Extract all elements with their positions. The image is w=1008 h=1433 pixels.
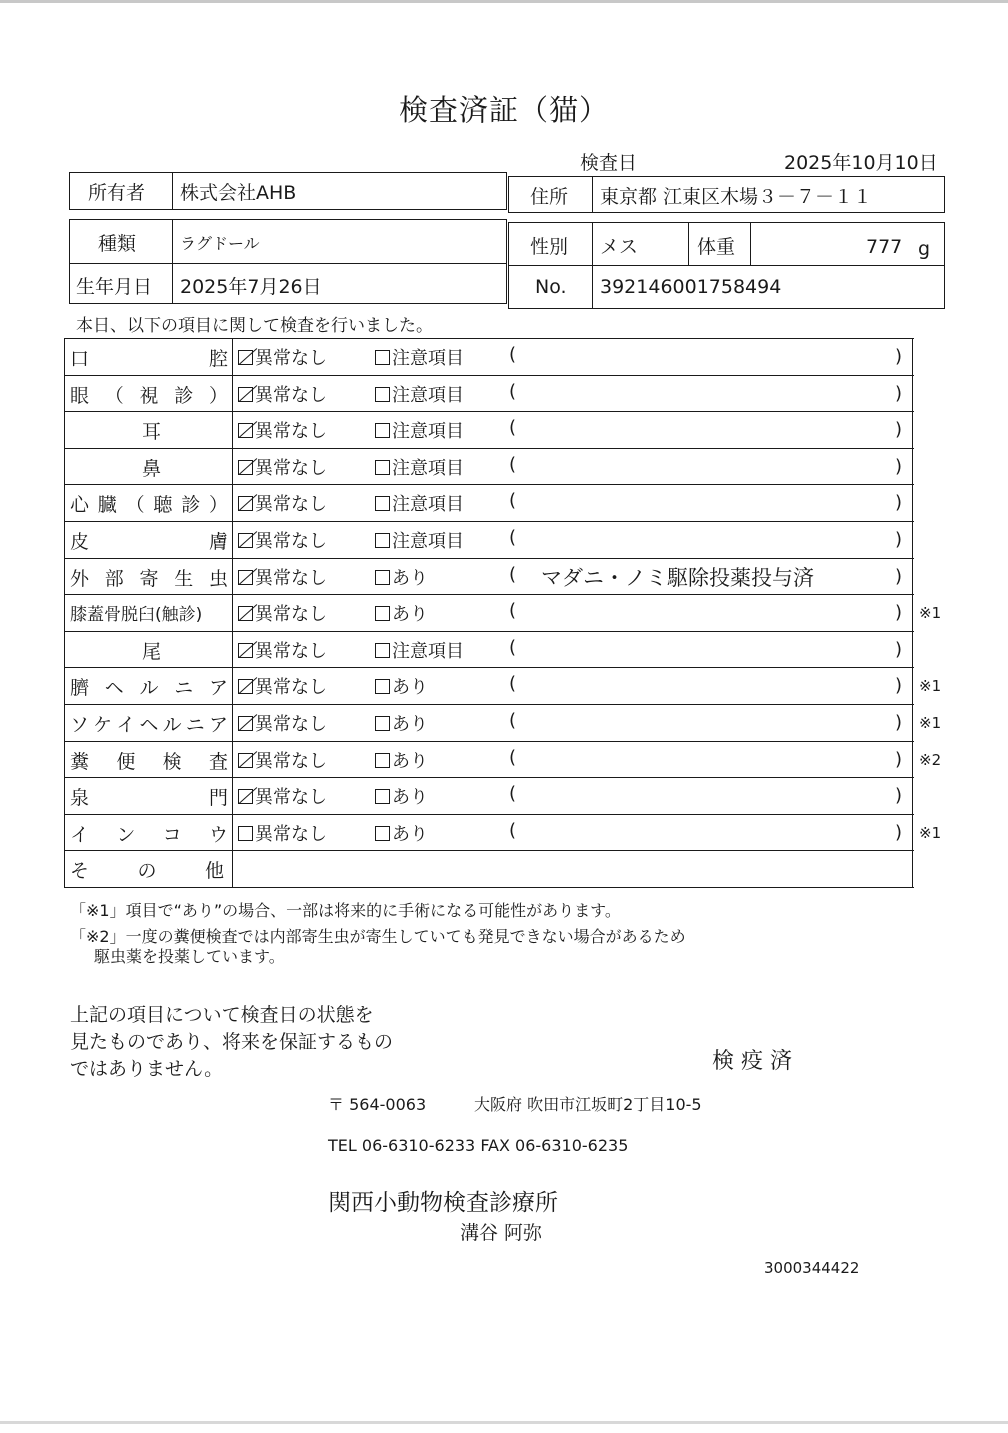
- sex-value: メス: [600, 236, 639, 258]
- footnote-2-continued: 駆虫薬を投薬しています。: [94, 947, 285, 966]
- check-box-icon[interactable]: [375, 789, 390, 804]
- option-attention-label: 注意項目: [392, 494, 464, 516]
- attention-checkbox: [375, 344, 464, 370]
- open-paren: (: [509, 783, 517, 805]
- table-right-border: [912, 484, 913, 521]
- table-row-line: [64, 411, 914, 412]
- table-row-line: [64, 338, 914, 339]
- no-abnormality-checkbox: [238, 527, 327, 553]
- close-paren: ): [895, 748, 903, 770]
- option-attention-label: 注意項目: [392, 640, 464, 662]
- close-paren: ): [895, 419, 903, 441]
- address-label: 住所: [530, 186, 569, 208]
- option-attention-label: 注意項目: [392, 531, 464, 552]
- statement-line-1: 上記の項目について検査日の状態を: [70, 1004, 374, 1026]
- option-attention-label: 注意項目: [392, 457, 464, 479]
- option-attention-label: 注意項目: [392, 384, 464, 406]
- attention-checkbox: [375, 417, 464, 443]
- option-attention-label: 注意項目: [392, 421, 464, 443]
- scan-top-edge: [0, 0, 1008, 3]
- doctor-name: 溝谷 阿弥: [460, 1222, 543, 1244]
- table-right-border: [912, 338, 913, 375]
- intro-text: 本日、以下の項目に関して検査を行いました。: [76, 316, 433, 336]
- attention-checkbox: [375, 820, 428, 846]
- tel-fax: TEL 06-6310-6233 FAX 06-6310-6235: [328, 1136, 629, 1155]
- check-box-icon[interactable]: [238, 496, 253, 511]
- attention-checkbox: [375, 564, 428, 590]
- row-label: 心 臓 （ 聴 診 ）: [70, 494, 228, 517]
- attention-checkbox: [375, 381, 464, 407]
- microchip-number: 392146001758494: [600, 276, 782, 298]
- option-attention-label: あり: [392, 677, 428, 699]
- weight-value: 777: [866, 236, 903, 258]
- breed-birth-divider: [172, 219, 173, 304]
- attention-checkbox: [375, 783, 428, 809]
- table-col-divider: [232, 338, 233, 375]
- open-paren: (: [509, 527, 517, 548]
- table-left-border: [64, 667, 65, 704]
- check-box-icon[interactable]: [375, 423, 390, 438]
- footnote-1: 「※1」項目で“あり”の場合、一部は将来的に手術になる可能性があります。: [70, 901, 621, 920]
- option-normal-label: 異常なし: [255, 567, 327, 589]
- row-label: ソ ケ イ ヘ ル ニ ア: [70, 714, 228, 736]
- row-label: 鼻: [142, 457, 162, 480]
- check-box-icon[interactable]: [375, 350, 390, 365]
- table-col-divider: [232, 521, 233, 558]
- birth-value: 2025年7月26日: [180, 276, 322, 298]
- check-box-icon[interactable]: [375, 753, 390, 768]
- table-right-border: [912, 631, 913, 668]
- table-row-line: [64, 704, 914, 705]
- open-paren: (: [509, 746, 517, 768]
- close-paren: ): [895, 455, 903, 477]
- table-row-line: [64, 814, 914, 815]
- table-left-border: [64, 704, 65, 741]
- table-col-divider: [232, 411, 233, 448]
- footnote-mark: ※1: [919, 677, 942, 696]
- document-title: 検査済証（猫）: [398, 93, 609, 127]
- close-paren: ): [895, 382, 903, 404]
- check-box-icon[interactable]: [375, 533, 390, 548]
- table-right-border: [912, 704, 913, 741]
- row-label: 眼 （ 視 診 ）: [70, 384, 228, 407]
- open-paren: (: [509, 417, 517, 439]
- close-paren: ): [895, 638, 903, 660]
- table-col-divider: [232, 558, 233, 595]
- row-label: 皮 膚: [70, 531, 228, 553]
- no-abnormality-checkbox: [238, 783, 327, 809]
- table-right-border: [912, 741, 913, 778]
- sex-no-split: [508, 265, 945, 266]
- table-right-border: [912, 411, 913, 448]
- check-box-icon[interactable]: [375, 643, 390, 658]
- close-paren: ): [895, 675, 903, 697]
- option-attention-label: 注意項目: [392, 348, 464, 369]
- table-right-border: [912, 448, 913, 485]
- check-box-icon[interactable]: [238, 679, 253, 694]
- no-abnormality-checkbox: [238, 344, 327, 370]
- footnote-mark: ※1: [919, 823, 942, 842]
- table-row-line: [64, 667, 914, 668]
- breed-birth-split: [69, 263, 507, 264]
- table-row-line: [64, 521, 914, 522]
- owner-value: 株式会社AHB: [180, 182, 297, 204]
- table-left-border: [64, 411, 65, 448]
- check-box-icon[interactable]: [375, 716, 390, 731]
- check-box-icon[interactable]: [375, 679, 390, 694]
- row-label: 糞 便 検 査: [70, 750, 228, 773]
- sex-no-divider: [592, 222, 593, 309]
- birth-label: 生年月日: [76, 276, 153, 298]
- no-abnormality-checkbox: [238, 673, 327, 699]
- check-box-icon[interactable]: [238, 533, 253, 548]
- table-col-divider: [232, 594, 233, 631]
- close-paren: ): [895, 785, 903, 807]
- no-abnormality-checkbox: [238, 747, 327, 773]
- option-normal-label: 異常なし: [255, 494, 327, 516]
- attention-checkbox: [375, 600, 428, 626]
- open-paren: (: [509, 819, 517, 841]
- no-abnormality-checkbox: [238, 710, 327, 736]
- table-row-line: [64, 484, 914, 485]
- no-abnormality-checkbox: [238, 820, 327, 846]
- table-left-border: [64, 631, 65, 668]
- table-col-divider: [232, 484, 233, 521]
- no-label: No.: [535, 276, 567, 298]
- breed-value: ラグドール: [180, 234, 260, 253]
- table-left-border: [64, 594, 65, 631]
- check-box-icon[interactable]: [375, 460, 390, 475]
- footnote-mark: ※1: [919, 604, 942, 623]
- open-paren: (: [509, 636, 517, 658]
- no-abnormality-checkbox: [238, 454, 327, 480]
- open-paren: (: [509, 600, 517, 622]
- option-attention-label: あり: [392, 567, 428, 589]
- row-label: 耳: [142, 421, 162, 444]
- row-label: 外 部 寄 生 虫: [70, 567, 228, 590]
- table-row-line: [64, 631, 914, 632]
- table-left-border: [64, 484, 65, 521]
- row-label: イ ン コ ウ: [70, 823, 228, 846]
- option-normal-label: 異常なし: [255, 823, 327, 845]
- table-row-line: [64, 448, 914, 449]
- close-paren: ): [895, 712, 903, 733]
- option-normal-label: 異常なし: [255, 787, 327, 809]
- close-paren: ): [895, 346, 903, 367]
- row-label: 膝蓋骨脱臼(触診): [70, 605, 203, 626]
- option-normal-label: 異常なし: [255, 348, 327, 369]
- other-label: そ の 他: [70, 860, 224, 883]
- check-box-icon[interactable]: [238, 570, 253, 585]
- table-left-border: [64, 741, 65, 778]
- table-left-border: [64, 521, 65, 558]
- table-row-line: [64, 741, 914, 742]
- breed-label: 種類: [98, 233, 137, 255]
- table-left-border: [64, 777, 65, 814]
- clinic-address: 大阪府 吹田市江坂町2丁目10-5: [474, 1095, 702, 1114]
- scan-bottom-edge: [0, 1421, 1008, 1424]
- table-left-border: [64, 338, 65, 375]
- no-abnormality-checkbox: [238, 490, 327, 516]
- table-row-line: [64, 594, 914, 595]
- check-box-icon[interactable]: [375, 606, 390, 621]
- check-box-icon[interactable]: [238, 753, 253, 768]
- attention-checkbox: [375, 527, 464, 553]
- quarantine-stamp: 検 疫 済: [712, 1049, 792, 1074]
- address-value: 東京都 江東区木場３－７－１１: [600, 186, 873, 208]
- table-right-border: [912, 594, 913, 631]
- exam-date: 2025年10月10日: [784, 152, 938, 174]
- option-attention-label: あり: [392, 714, 428, 735]
- close-paren: ): [895, 492, 903, 514]
- close-paren: ): [895, 565, 903, 587]
- check-box-icon[interactable]: [375, 570, 390, 585]
- weight-unit: g: [918, 238, 931, 260]
- check-box-icon[interactable]: [375, 826, 390, 841]
- table-left-border: [64, 448, 65, 485]
- check-box-icon[interactable]: [238, 643, 253, 658]
- option-normal-label: 異常なし: [255, 677, 327, 699]
- row-label: 口 腔: [70, 348, 228, 370]
- table-left-border: [64, 558, 65, 595]
- table-col-divider: [232, 814, 233, 851]
- no-abnormality-checkbox: [238, 637, 327, 663]
- no-abnormality-checkbox: [238, 417, 327, 443]
- option-normal-label: 異常なし: [255, 384, 327, 406]
- option-attention-label: あり: [392, 823, 428, 845]
- row-note: マダニ・ノミ駆除投薬投与済: [541, 565, 814, 590]
- footnote-mark: ※1: [919, 714, 942, 732]
- option-normal-label: 異常なし: [255, 604, 327, 626]
- footnote-2: 「※2」一度の糞便検査では内部寄生虫が寄生していても発見できない場合があるため: [70, 927, 686, 946]
- weight-divider-right: [750, 222, 751, 265]
- close-paren: ): [895, 602, 903, 624]
- table-row-line: [64, 375, 914, 376]
- table-col-divider: [232, 448, 233, 485]
- table-right-border: [912, 814, 913, 851]
- table-right-border: [912, 558, 913, 595]
- open-paren: (: [509, 490, 517, 512]
- statement-line-2: 見たものであり、将来を保証するもの: [70, 1031, 394, 1053]
- option-attention-label: あり: [392, 750, 428, 772]
- table-right-border: [912, 667, 913, 704]
- footnote-mark: ※2: [919, 750, 942, 769]
- no-abnormality-checkbox: [238, 381, 327, 407]
- open-paren: (: [509, 453, 517, 475]
- table-col-divider: [232, 850, 233, 887]
- check-box-icon[interactable]: [238, 716, 253, 731]
- row-label: 尾: [142, 640, 162, 663]
- open-paren: (: [509, 344, 517, 365]
- option-normal-label: 異常なし: [255, 714, 327, 735]
- open-paren: (: [509, 380, 517, 402]
- check-box-icon[interactable]: [238, 350, 253, 365]
- check-box-icon[interactable]: [238, 789, 253, 804]
- attention-checkbox: [375, 454, 464, 480]
- clinic-name: 関西小動物検査診療所: [328, 1190, 558, 1216]
- row-label: 泉 門: [70, 787, 228, 810]
- table-col-divider: [232, 667, 233, 704]
- postal-code: 〒 564-0063: [328, 1095, 427, 1114]
- weight-divider-left: [688, 222, 689, 265]
- table-row-line: [64, 850, 914, 851]
- table-left-border: [64, 814, 65, 851]
- option-normal-label: 異常なし: [255, 750, 327, 772]
- check-box-icon[interactable]: [238, 423, 253, 438]
- open-paren: (: [509, 673, 517, 695]
- exam-date-label: 検査日: [580, 152, 638, 174]
- check-box-icon[interactable]: [238, 606, 253, 621]
- attention-checkbox: [375, 637, 464, 663]
- open-paren: (: [509, 563, 517, 585]
- option-normal-label: 異常なし: [255, 531, 327, 552]
- option-normal-label: 異常なし: [255, 457, 327, 479]
- row-label: 臍 ヘ ル ニ ア: [70, 677, 228, 700]
- sex-label: 性別: [530, 236, 569, 258]
- check-box-icon[interactable]: [238, 460, 253, 475]
- table-left-border: [64, 375, 65, 412]
- table-right-border: [912, 521, 913, 558]
- table-col-divider: [232, 704, 233, 741]
- open-paren: (: [509, 710, 517, 731]
- document-number: 3000344422: [764, 1259, 860, 1277]
- close-paren: ): [895, 821, 903, 843]
- weight-label: 体重: [697, 236, 736, 258]
- table-right-border: [912, 850, 913, 887]
- close-paren: ): [895, 529, 903, 550]
- option-attention-label: あり: [392, 604, 428, 626]
- owner-divider: [172, 172, 173, 210]
- attention-checkbox: [375, 490, 464, 516]
- table-left-border: [64, 850, 65, 887]
- table-right-border: [912, 375, 913, 412]
- check-box-icon[interactable]: [375, 387, 390, 402]
- attention-checkbox: [375, 710, 428, 736]
- check-box-icon[interactable]: [238, 387, 253, 402]
- table-row-line: [64, 777, 914, 778]
- option-normal-label: 異常なし: [255, 640, 327, 662]
- table-right-border: [912, 777, 913, 814]
- attention-checkbox: [375, 673, 428, 699]
- table-col-divider: [232, 777, 233, 814]
- statement-line-3: ではありません。: [70, 1058, 224, 1080]
- check-box-icon[interactable]: [375, 496, 390, 511]
- no-abnormality-checkbox: [238, 600, 327, 626]
- table-col-divider: [232, 631, 233, 668]
- no-abnormality-checkbox: [238, 564, 327, 590]
- table-row-line: [64, 558, 914, 559]
- table-bottom-line: [64, 887, 914, 888]
- check-box-icon[interactable]: [238, 826, 253, 841]
- address-divider: [592, 176, 593, 213]
- option-normal-label: 異常なし: [255, 421, 327, 443]
- table-col-divider: [232, 741, 233, 778]
- table-col-divider: [232, 375, 233, 412]
- owner-label: 所有者: [88, 182, 146, 204]
- attention-checkbox: [375, 747, 428, 773]
- option-attention-label: あり: [392, 787, 428, 809]
